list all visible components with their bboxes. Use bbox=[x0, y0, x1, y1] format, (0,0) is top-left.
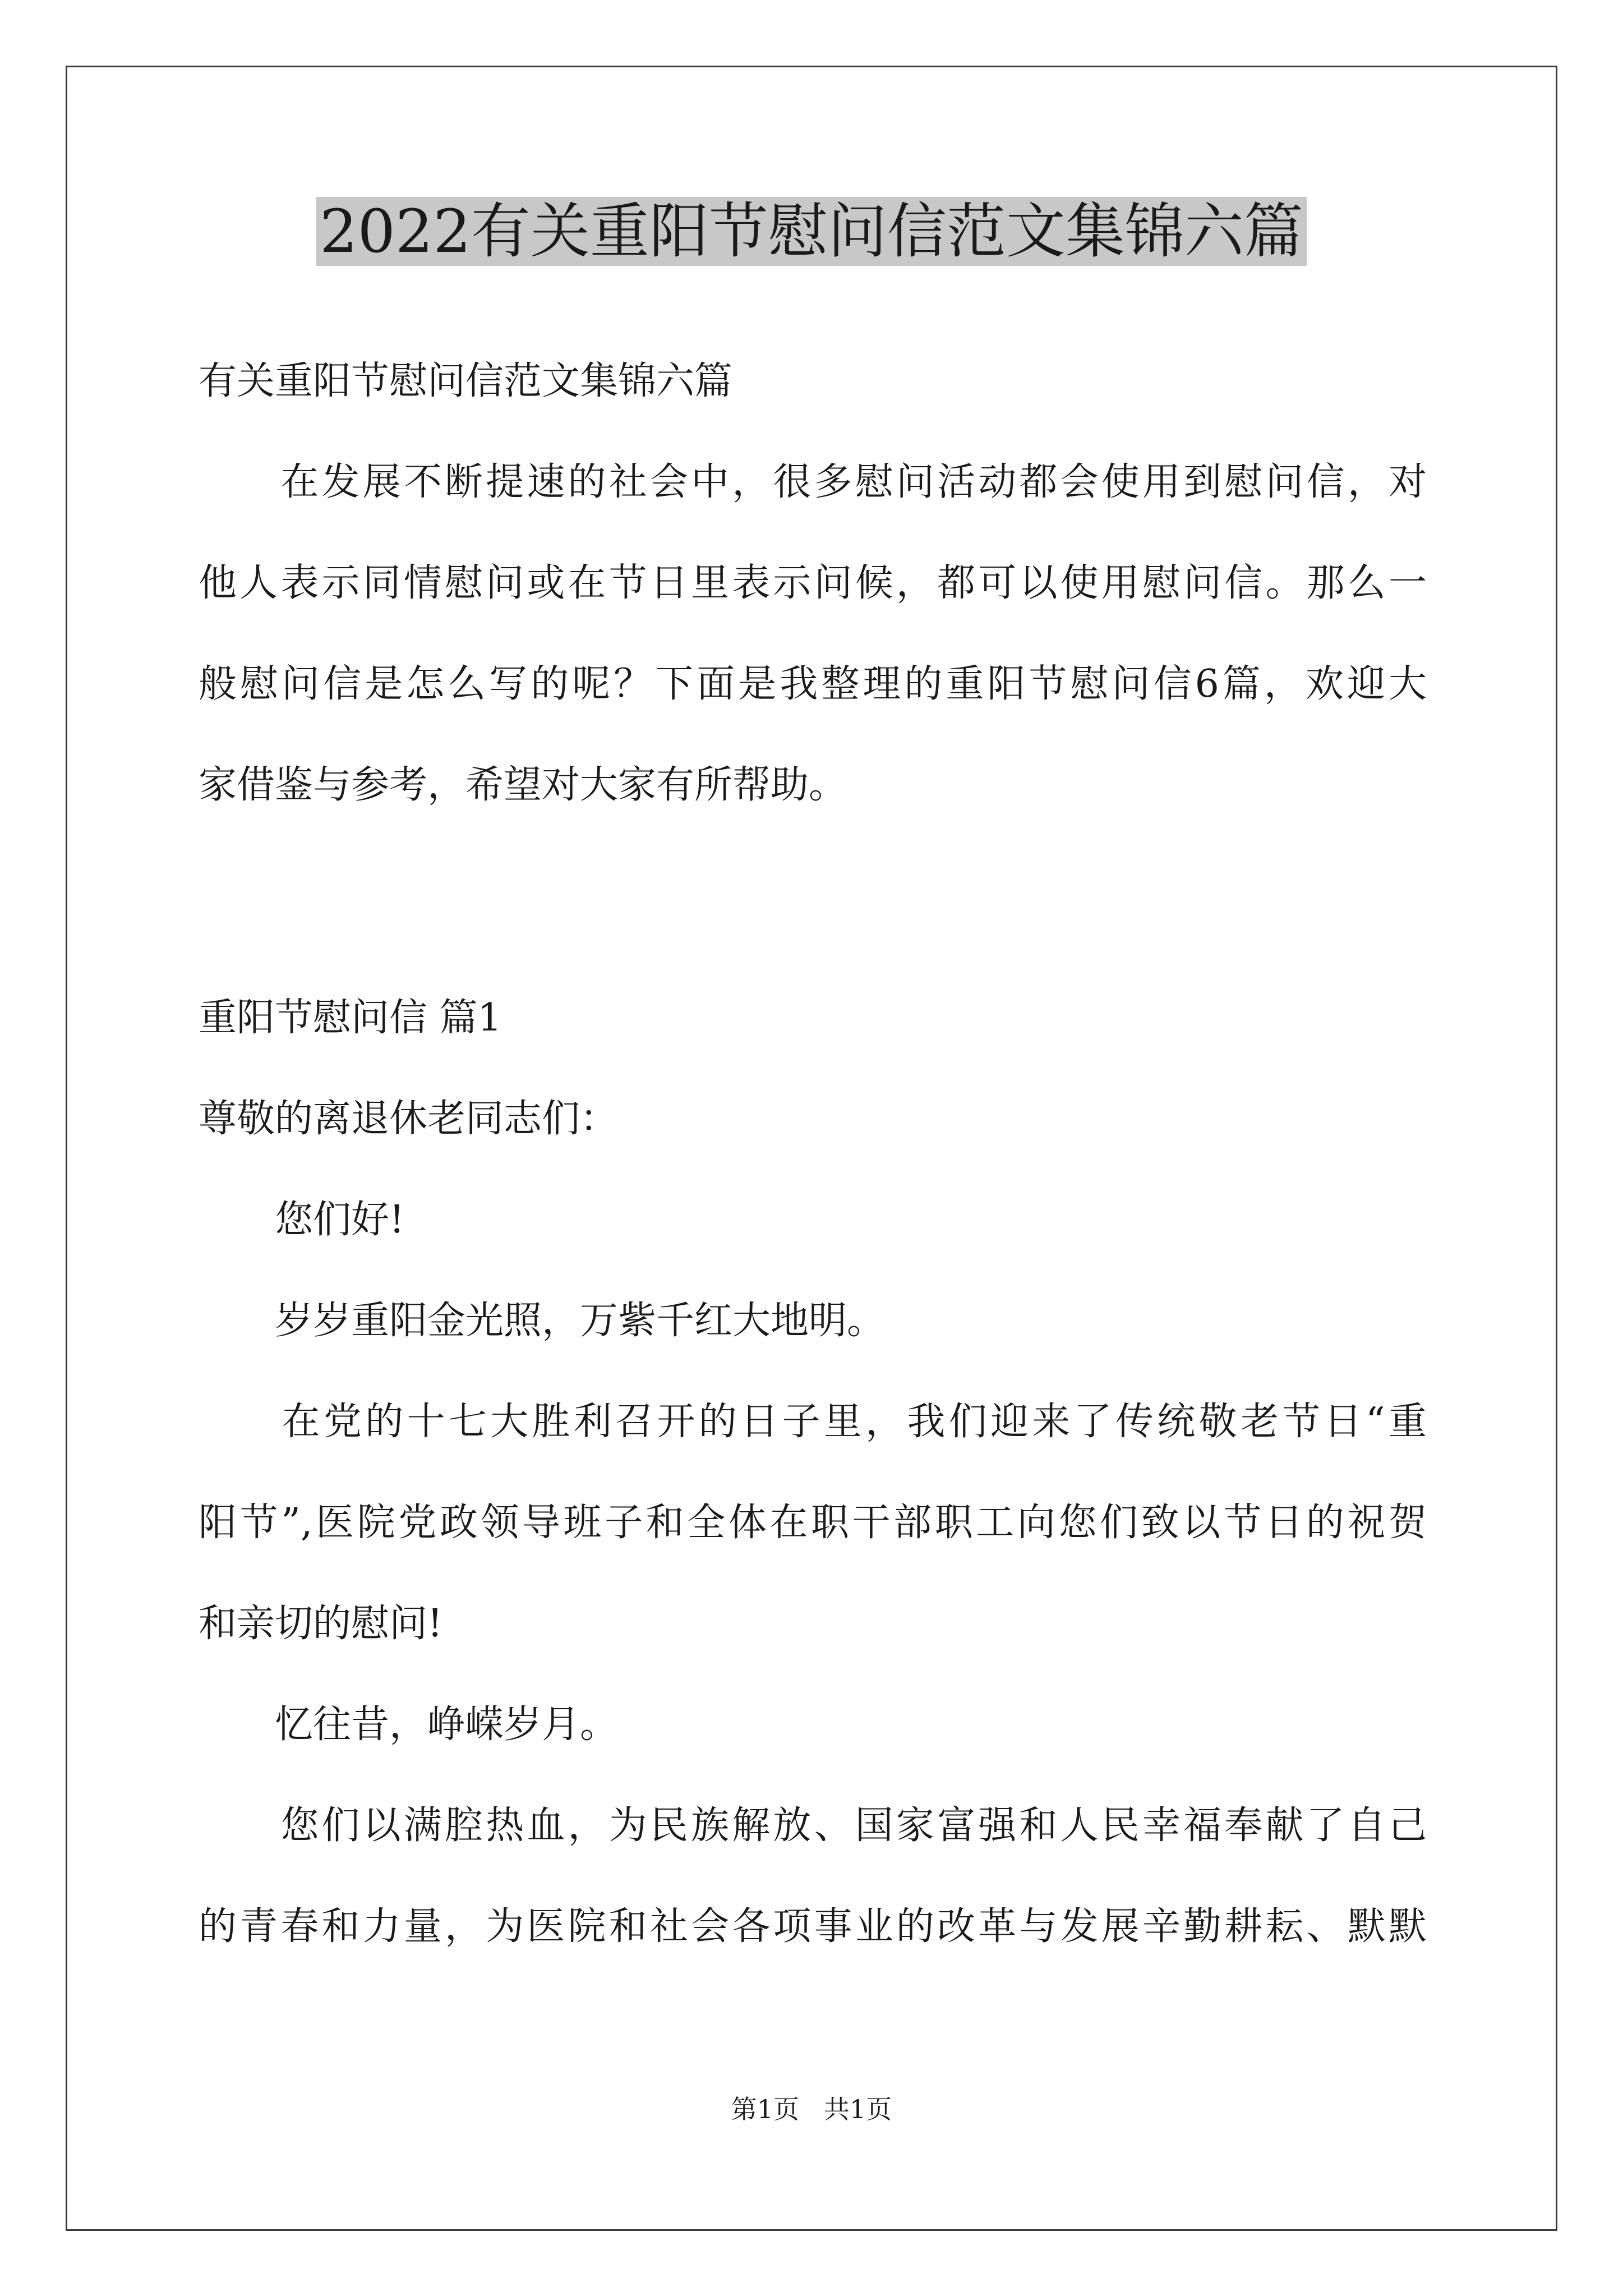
subtitle-line: 有关重阳节慰问信范文集锦六篇 bbox=[199, 359, 733, 403]
document-title-text: 2022有关重阳节慰问信范文集锦六篇 bbox=[316, 197, 1307, 266]
paragraph-line: 岁岁重阳金光照，万紫千红大地明。 bbox=[199, 1299, 886, 1343]
section-heading: 重阳节慰问信 篇1 bbox=[199, 996, 502, 1040]
paragraph-line: 般慰问信是怎么写的呢？下面是我整理的重阳节慰问信6篇，欢迎大 bbox=[199, 662, 1427, 706]
paragraph-line: 在党的十七大胜利召开的日子里，我们迎来了传统敬老节日“重 bbox=[199, 1400, 1427, 1444]
paragraph-line: 和亲切的慰问! bbox=[199, 1602, 443, 1646]
salutation-line: 尊敬的离退休老同志们： bbox=[199, 1097, 619, 1141]
greeting-line: 您们好! bbox=[199, 1198, 405, 1242]
paragraph-line: 他人表示同情慰问或在节日里表示问候，都可以使用慰问信。那么一 bbox=[199, 561, 1427, 605]
page-number-footer: 第1页 共1页 bbox=[731, 2094, 892, 2124]
paragraph-line: 忆往昔，峥嵘岁月。 bbox=[199, 1703, 619, 1747]
document-title bbox=[0, 190, 1623, 274]
paragraph-line: 您们以满腔热血，为民族解放、国家富强和人民幸福奉献了自己 bbox=[199, 1803, 1427, 1848]
paragraph-line: 阳节”,医院党政领导班子和全体在职干部职工向您们致以节日的祝贺 bbox=[199, 1501, 1427, 1545]
paragraph-line: 家借鉴与参考，希望对大家有所帮助。 bbox=[199, 763, 847, 807]
paragraph-line: 在发展不断提速的社会中，很多慰问活动都会使用到慰问信，对 bbox=[199, 460, 1427, 504]
paragraph-line: 的青春和力量，为医院和社会各项事业的改革与发展辛勤耕耘、默默 bbox=[199, 1904, 1427, 1949]
